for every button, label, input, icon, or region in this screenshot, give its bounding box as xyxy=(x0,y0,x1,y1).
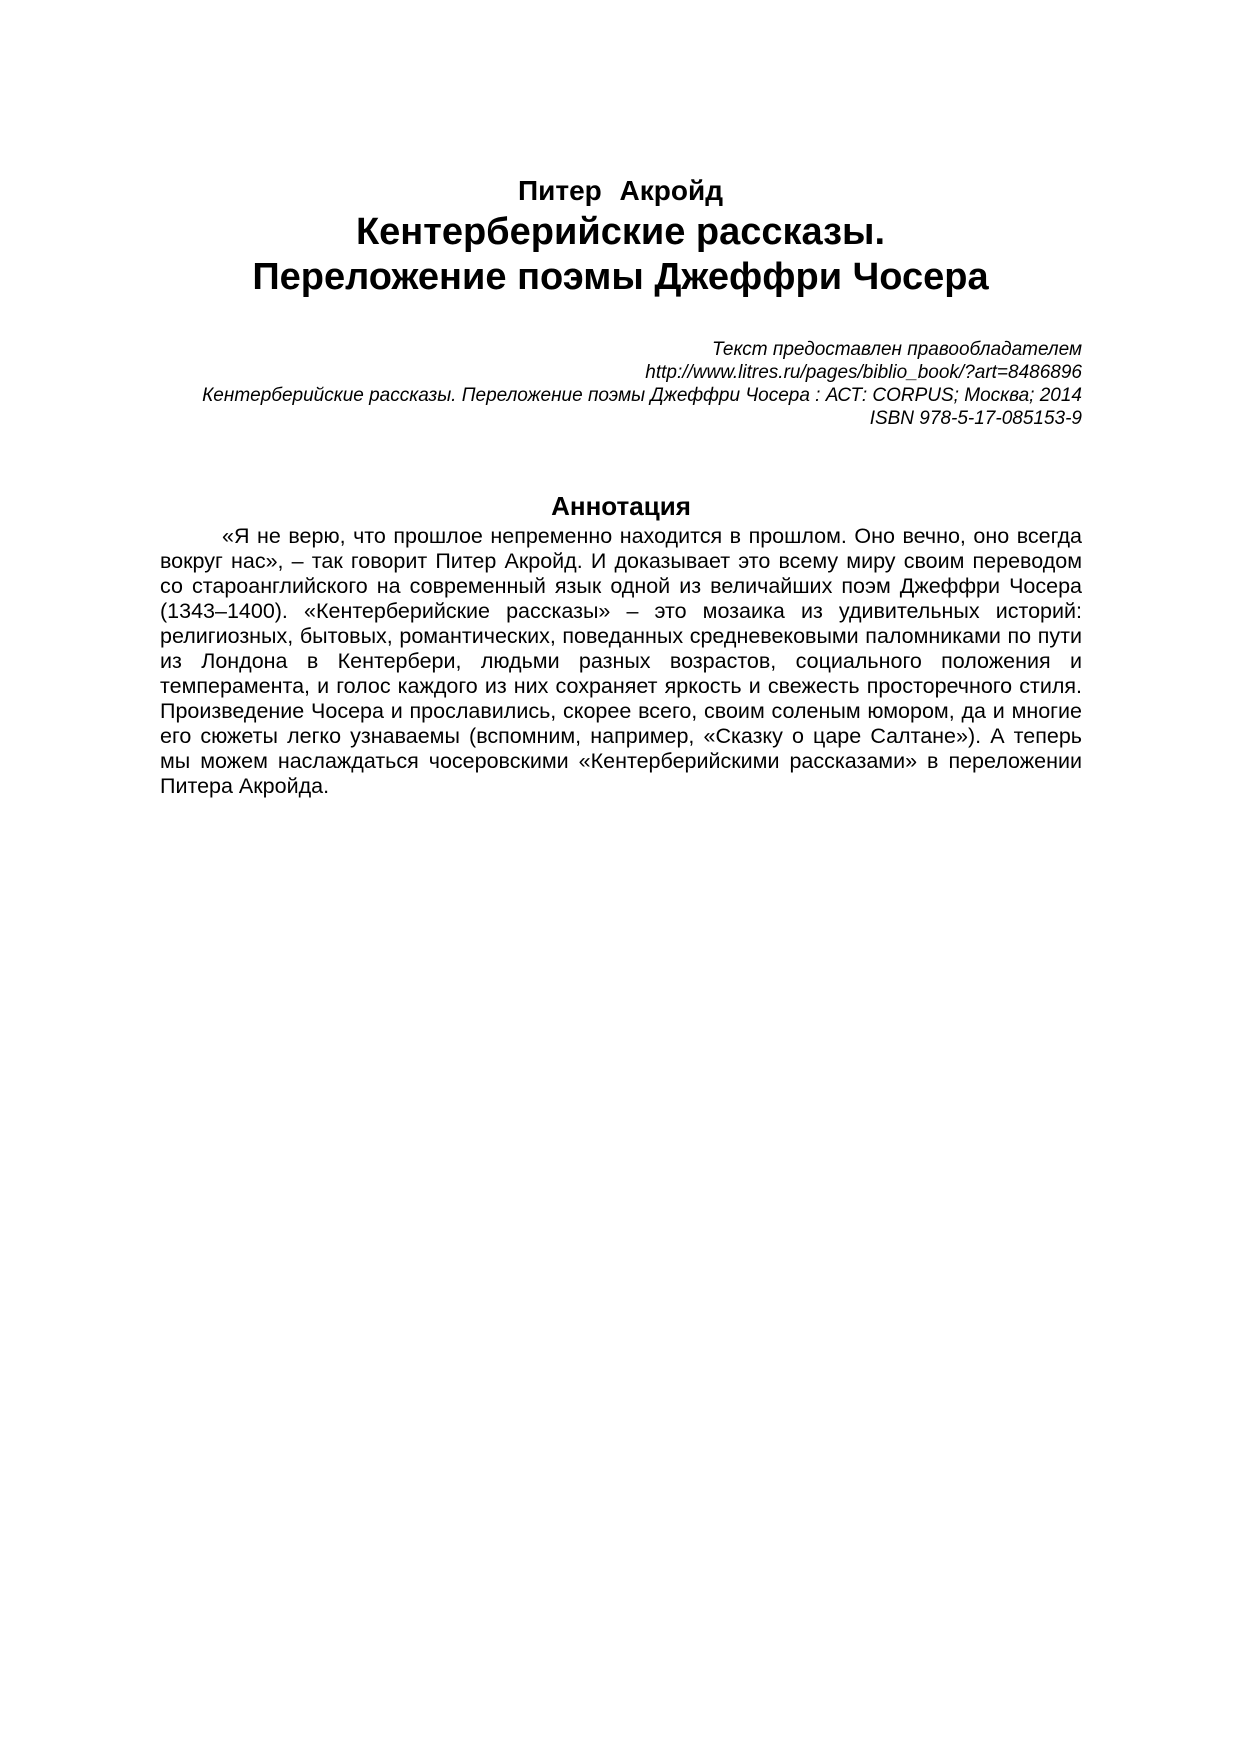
annotation-paragraph: «Я не верю, что прошлое непременно находится в прошлом. Оно вечно, оно всегда вокруг нас», – так говорит Питер Акройд. И доказывает это всему миру своим переводом со староанглийского на современный язык одной из величайших поэм Джеффри Чосера (1343–1400). «Кентерберийские рассказы» – это мозаика из удивительных историй: религиозных, бытовых, романтических, поведанных средневековыми паломниками по пути из Лондона в Кентербери, людьми разных возрастов, социального положения и темперамента, и голос каждого из них сохраняет яркость и свежесть просторечного стиля. Произведение Чосера и прославились, скорее всего, своим соленым юмором, да и многие его сюжеты легко узнаваемы (вспомним, например, «Сказку о царе Салтане»). А теперь мы можем наслаждаться чосеровскими «Кентерберийскими рассказами» в переложении Питера Акройда. xyxy=(160,524,1082,798)
imprint-block xyxy=(160,338,1082,430)
imprint-publisher-line: Кентерберийские рассказы. Переложение поэмы Джеффри Чосера : АСТ: CORPUS; Москва; 2014 xyxy=(202,385,1082,406)
book-title-line-2: Переложение поэмы Джеффри Чосера xyxy=(252,256,989,298)
imprint-isbn-line: ISBN 978-5-17-085153-9 xyxy=(869,408,1082,429)
imprint-provider-line: Текст предоставлен правообладателем xyxy=(711,339,1082,360)
imprint-url-line: http://www.litres.ru/pages/biblio_book/?art=8486896 xyxy=(645,362,1082,383)
annotation-heading: Аннотация xyxy=(551,491,691,521)
title-block xyxy=(0,172,1241,300)
book-title-line-1: Кентерберийские рассказы. xyxy=(355,211,886,253)
book-author: Питер Акройд xyxy=(518,175,723,206)
